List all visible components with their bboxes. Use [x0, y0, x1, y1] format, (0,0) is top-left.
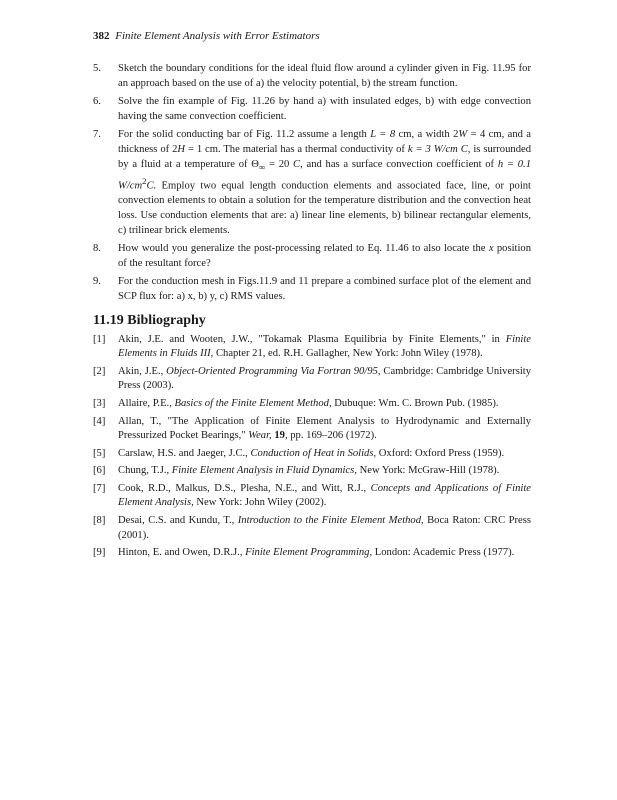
problem-text: Solve the fin example of Fig. 11.26 by hand a) with insulated edges, b) with edge convection having the same convection coefficient. — [118, 96, 531, 122]
reference-text — [118, 546, 531, 561]
reference-number: [1] — [93, 333, 106, 345]
math-superscript: 2 — [142, 176, 147, 187]
reference-number: [7] — [93, 482, 106, 494]
problem-text: Sketch the boundary conditions for the ideal fluid flow around a cylinder given in Fig. 11.95 for an approach based on the use of a) the velocity potential, b) the stream function. — [118, 63, 531, 89]
math-inline: h = 0.1 W/cm — [118, 158, 532, 192]
reference-pages: , pp. 169–206 (1972). — [284, 430, 377, 442]
reference-number: [8] — [93, 515, 106, 527]
problem-number: 9. — [93, 276, 101, 288]
reference-item — [93, 546, 531, 561]
reference-number: [4] — [93, 415, 106, 427]
reference-number: [5] — [93, 447, 106, 459]
reference-title: Object-Oriented Programming Via Fortran 90/95, — [166, 365, 381, 377]
problem-item — [93, 128, 531, 238]
reference-authors: Allan, T., "The Application of Finite Element Analysis to Hydrodynamic and Externally Pressurized Pocket Bearings," — [118, 415, 531, 442]
reference-text — [118, 415, 531, 444]
bibliography-list — [93, 333, 531, 561]
math-inline: W — [458, 129, 468, 141]
reference-number: [9] — [93, 547, 106, 559]
problem-number: 5. — [93, 63, 101, 74]
problem-text — [118, 242, 531, 271]
math-subscript: ∞ — [258, 161, 266, 172]
reference-authors: Hinton, E. and Owen, D.R.J., — [118, 547, 246, 559]
problem-list — [93, 62, 531, 305]
math-inline: H — [177, 143, 186, 155]
problem-text-part: cm, a width 2 — [395, 129, 459, 141]
problem-text-part: = 4 cm, and a thickness of 2 — [118, 129, 531, 155]
problem-text-part: , and has a surface convection coefficient of — [300, 158, 498, 170]
reference-number: [6] — [93, 465, 106, 477]
reference-authors: Carslaw, H.S. and Jaeger, J.C., — [118, 447, 251, 459]
reference-publisher: New York: McGraw-Hill (1978). — [356, 465, 500, 477]
reference-title: Conduction of Heat in Solids, — [250, 447, 377, 459]
reference-title: Finite Element Programming, — [245, 547, 373, 559]
reference-authors: Cook, R.D., Malkus, D.S., Plesha, N.E., and Witt, R.J., — [118, 482, 371, 494]
reference-authors: Desai, C.S. and Kundu, T., — [118, 515, 238, 527]
problem-item — [93, 242, 531, 271]
reference-volume: 19 — [274, 430, 285, 442]
reference-title: Concepts and Applications of Finite Element Analysis, — [118, 482, 531, 509]
page-number: 382 — [93, 30, 110, 42]
math-inline: x — [488, 243, 494, 255]
problem-text-part: position of the resultant force? — [118, 243, 531, 269]
problem-text: For the conduction mesh in Figs.11.9 and 11 prepare a combined surface plot of the element and SCP flux for: a) x, b) y, c) RMS values. — [118, 276, 531, 302]
reference-title: Finite Elements in Fluids III, — [118, 333, 531, 360]
reference-publisher: Oxford: Oxford Press (1959). — [376, 447, 505, 459]
reference-journal: Wear, — [248, 430, 272, 442]
problem-item — [93, 95, 531, 124]
book-page — [93, 30, 531, 564]
reference-text — [118, 333, 531, 362]
reference-authors: Chung, T.J., — [118, 465, 172, 477]
reference-item — [93, 333, 531, 362]
reference-number: [2] — [93, 365, 106, 377]
reference-item — [93, 397, 531, 412]
math-inline: C — [293, 158, 301, 170]
reference-publisher: Dubuque: Wm. C. Brown Pub. (1985). — [331, 397, 499, 409]
reference-text — [118, 447, 531, 462]
problem-item — [93, 62, 531, 91]
reference-authors: Akin, J.E., — [118, 365, 167, 377]
problem-text — [118, 128, 531, 238]
reference-title: Introduction to the Finite Element Method, — [237, 515, 424, 527]
reference-text — [118, 365, 531, 394]
problem-text-part: For the solid conducting bar of Fig. 11.2 assume a length — [118, 129, 371, 141]
reference-publisher: Chapter 21, ed. R.H. Gallagher, New York: John Wiley (1978). — [213, 348, 483, 360]
problem-text-part: = 20 — [265, 158, 294, 170]
problem-number: 7. — [93, 129, 101, 141]
problem-number: 6. — [93, 96, 101, 108]
reference-text — [118, 397, 531, 412]
reference-item — [93, 415, 531, 444]
reference-item — [93, 365, 531, 394]
math-inline: C. — [146, 180, 157, 192]
reference-title: Finite Element Analysis in Fluid Dynamics, — [171, 465, 357, 477]
reference-publisher: Boca Raton: CRC Press (2001). — [118, 515, 531, 541]
reference-title: Basics of the Finite Element Method, — [174, 397, 332, 409]
reference-publisher: Cambridge: Cambridge University Press (2003). — [118, 365, 532, 392]
math-inline: k = 3 W/cm C, — [407, 143, 471, 155]
reference-text — [118, 464, 531, 479]
reference-item — [93, 447, 531, 462]
problem-number: 8. — [93, 243, 101, 255]
reference-publisher: New York: John Wiley (2002). — [193, 497, 327, 509]
problem-text-part: How would you generalize the post-processing related to Eq. 11.46 to also locate the — [118, 243, 489, 255]
problem-text-part: Employ two equal length conduction elements and associated face, line, or point convection elements to obtain a solution for the temperature distribution and the convection heat loss. Use conduction elements that are: a) linear line elements, b) bilinear rectangular elements, c) trilinear brick elements. — [118, 180, 531, 236]
problem-text-part: is surrounded by a fluid at a temperature of Θ — [118, 143, 531, 170]
math-inline: L = 8 — [370, 129, 396, 141]
reference-authors: Akin, J.E. and Wooten, J.W., "Tokamak Plasma Equilibria by Finite Elements," in — [118, 333, 506, 345]
reference-text — [118, 482, 531, 511]
problem-item — [93, 275, 531, 304]
reference-authors: Allaire, P.E., — [118, 397, 175, 409]
reference-publisher: London: Academic Press (1977). — [372, 547, 515, 559]
reference-item — [93, 482, 531, 511]
section-title: 11.19 Bibliography — [93, 312, 206, 328]
reference-item — [93, 514, 531, 543]
reference-number: [3] — [93, 397, 106, 409]
reference-item — [93, 464, 531, 479]
problem-text-part: = 1 cm. The material has a thermal conductivity of — [185, 143, 408, 155]
running-header — [93, 30, 531, 42]
running-title: Finite Element Analysis with Error Estimators — [115, 30, 320, 42]
reference-text — [118, 514, 531, 543]
